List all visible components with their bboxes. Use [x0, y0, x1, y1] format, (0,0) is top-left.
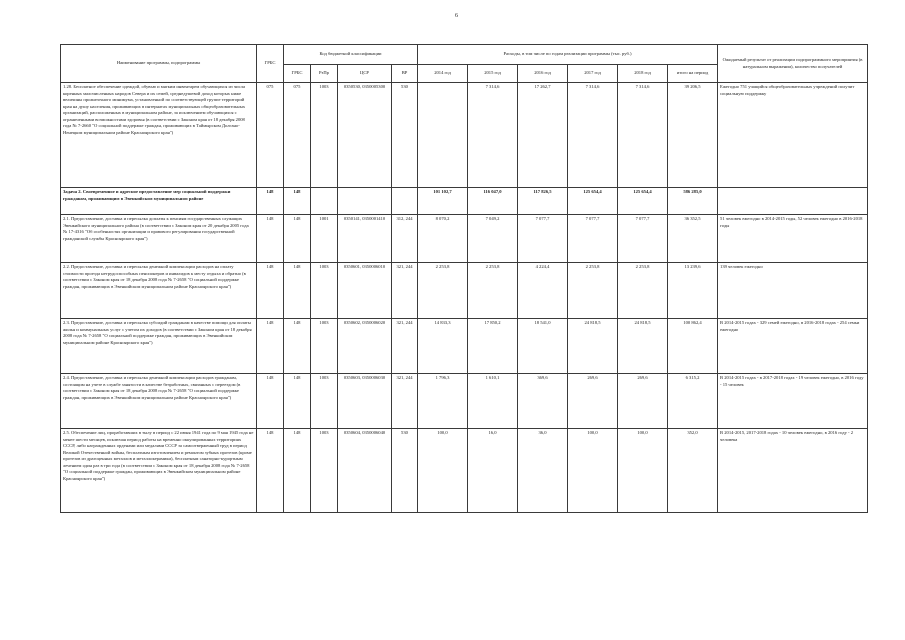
col-header-2018: 2018 год	[618, 65, 668, 83]
row-2017: 269,6	[568, 374, 618, 429]
row-2014: 8 070,2	[418, 215, 468, 263]
row-2016: 369,6	[518, 374, 568, 429]
row-vr: 321, 244	[392, 319, 418, 374]
row-2014: 100,0	[418, 429, 468, 513]
row-vr: 312, 244	[392, 215, 418, 263]
col-header-vr: ВР	[392, 65, 418, 83]
row-name: Задача 2. Своевременное и адресное предоставление мер социальной поддержки гражданам, проживающим в Эвенкийском муниципальном районе	[61, 188, 257, 215]
col-header-2015: 2015 год	[468, 65, 518, 83]
row-result	[718, 188, 868, 215]
row-name: 2.2. Предоставление, доставка и пересылка денежной компенсации расходов на оплату стоимости проезда нетрудоспособных пенсионеров и инвалидов к месту отдыха и обратно (в соответствии с Законом края от 18 декабря 2008 года № 7-2658 "О социальной поддержке граждан, проживающих в Эвенкийском муниципальном районе Красноярского края")	[61, 263, 257, 319]
row-result: Ежегодно 751 учащийся общеобразовательных учреждений получит социальную поддержку	[718, 83, 868, 188]
row-2015: 1 610,1	[468, 374, 518, 429]
row-csr: 0350530, 0350005300	[338, 83, 392, 188]
row-total: 6 315,2	[668, 374, 718, 429]
row-grbs: 148	[257, 429, 284, 513]
row-csr	[338, 188, 392, 215]
row-name: 2.1. Предоставление, доставка и пересылка доплаты к пенсиям государственных служащих Эвенкийского муниципального района (в соответствии с Законом края от 20 декабря 2005 года № 17-4316 "Об особенностях организации и правового регулирования государственной гражданской службы Красноярского края")	[61, 215, 257, 263]
row-2017: 24 818,5	[568, 319, 618, 374]
table-row	[61, 263, 868, 319]
row-rzpr: 1003	[311, 83, 338, 188]
col-header-2016: 2016 год	[518, 65, 568, 83]
row-grbs: 075	[257, 83, 284, 188]
row-2014: 1 796,3	[418, 374, 468, 429]
table-row	[61, 215, 868, 263]
row-2015: 17 850,2	[468, 319, 518, 374]
row-grbs: 148	[257, 188, 284, 215]
row-rzpr: 1003	[311, 319, 338, 374]
row-result: В 2014-2015 годах - 329 семей ежегодно, в 2016-2018 годах - 254 семьи ежегодно	[718, 319, 868, 374]
row-rzpr: 1003	[311, 429, 338, 513]
row-2017: 7 077,7	[568, 215, 618, 263]
row-2015: 116 047,0	[468, 188, 518, 215]
col-header-name: Наименование программы, подпрограммы	[61, 45, 257, 83]
col-header-csr: ЦСР	[338, 65, 392, 83]
row-total: 13 239,6	[668, 263, 718, 319]
row-2018: 125 654,4	[618, 188, 668, 215]
row-vr: 530	[392, 83, 418, 188]
row-2016: 36,0	[518, 429, 568, 513]
row-2017: 2 253,8	[568, 263, 618, 319]
row-2014: 2 253,8	[418, 263, 468, 319]
row-2016: 17 262,7	[518, 83, 568, 188]
row-code-grbs: 075	[284, 83, 311, 188]
row-result: В 2014-2015 годах - в 2017-2018 годах - 19 человек ежегодно, в 2016 году - 15 человек	[718, 374, 868, 429]
row-2018: 100,0	[618, 429, 668, 513]
row-code-grbs: 148	[284, 319, 311, 374]
row-total: 39 206,5	[668, 83, 718, 188]
row-code-grbs: 148	[284, 429, 311, 513]
row-vr: 321, 244	[392, 374, 418, 429]
row-grbs: 148	[257, 215, 284, 263]
row-2014: 101 102,7	[418, 188, 468, 215]
col-header-result: Ожидаемый результат от реализации подпрограммного мероприятия (в натуральном выражении), количество получателей	[718, 45, 868, 83]
col-header-grbs: ГРБС	[257, 45, 284, 83]
row-2014	[418, 83, 468, 188]
row-result: 139 человек ежегодно	[718, 263, 868, 319]
row-rzpr: 1001	[311, 215, 338, 263]
col-header-code-group: Код бюджетной классификации	[284, 45, 418, 65]
row-2017: 7 314,6	[568, 83, 618, 188]
row-2016: 117 826,5	[518, 188, 568, 215]
table-row	[61, 374, 868, 429]
row-total: 100 862,4	[668, 319, 718, 374]
row-code-grbs: 148	[284, 215, 311, 263]
row-csr: 0350601, 0350006010	[338, 263, 392, 319]
row-2015: 16,0	[468, 429, 518, 513]
col-header-code-grbs: ГРБС	[284, 65, 311, 83]
row-total: 352,0	[668, 429, 718, 513]
row-grbs: 148	[257, 374, 284, 429]
row-csr: 0350141, 0350001410	[338, 215, 392, 263]
row-2014: 14 833,3	[418, 319, 468, 374]
row-csr: 0350602, 0350006020	[338, 319, 392, 374]
row-2018: 2 253,8	[618, 263, 668, 319]
table-row	[61, 319, 868, 374]
row-2018: 7 077,7	[618, 215, 668, 263]
row-2016: 18 541,0	[518, 319, 568, 374]
row-name: 1.28. Бесплатное обеспечение одеждой, обувью и мягким инвентарем обучающихся из числа коренных малочисленных народов Севера и их семей, среднедушевой доход которых ниже величины прожиточного минимума, установленной по соответствующей группе территорий края на душу населения, проживающих в интернатах муниципальных общеобразовательных организаций, расположенных в муниципальном районе, за исключением обучающихся с ограниченными возможностями здоровья (в соответствии с Законом края от 18 декабря 2008 года № 7-2660 "О социальной поддержке граждан, проживающих в Таймырском Долгано-Ненецком муниципальном районе Красноярского края")	[61, 83, 257, 188]
row-vr	[392, 188, 418, 215]
row-name: 2.5. Обеспечение лиц, проработавших в тылу в период с 22 июня 1941 года по 9 мая 1945 года не менее шести месяцев, исключая период работы на временно оккупированных территориях СССР, либо награжденных орденами или медалями СССР за самоотверженный труд в период Великой Отечественной войны, бесплатным изготовлением и ремонтом зубных протезов (кроме протезов из драгоценных металлов и металлокерамики), бесплатным санаторно-курортным лечением один раз в три года (в соответствии с Законом края от 18 декабря 2008 года № 7-2658 "О социальной поддержке граждан, проживающих в Эвенкийском муниципальном районе Красноярского края")	[61, 429, 257, 513]
row-2015: 2 253,8	[468, 263, 518, 319]
row-rzpr	[311, 188, 338, 215]
col-header-total: итого на период	[668, 65, 718, 83]
table-row	[61, 429, 868, 513]
row-result: 51 человек ежегодно в 2014-2015 годы, 52 человек ежегодно в 2016-2018 годы	[718, 215, 868, 263]
row-vr: 530	[392, 429, 418, 513]
table-row	[61, 188, 868, 215]
row-code-grbs: 148	[284, 263, 311, 319]
row-2015: 7 314,6	[468, 83, 518, 188]
row-2018: 269,6	[618, 374, 668, 429]
row-total: 36 352,5	[668, 215, 718, 263]
row-rzpr: 1003	[311, 374, 338, 429]
col-header-rzpr: РзПр	[311, 65, 338, 83]
row-result: В 2014-2015, 2017-2018 годах - 10 человек ежегодно, в 2016 году - 2 человека	[718, 429, 868, 513]
row-2017: 100,0	[568, 429, 618, 513]
row-grbs: 148	[257, 263, 284, 319]
row-grbs: 148	[257, 319, 284, 374]
row-2016: 7 077,7	[518, 215, 568, 263]
row-code-grbs: 148	[284, 188, 311, 215]
row-2018: 7 314,6	[618, 83, 668, 188]
col-header-expense-group: Расходы, в том числе по годам реализации программы (тыс. руб.)	[418, 45, 718, 65]
table-row	[61, 83, 868, 188]
row-csr: 0350604, 0350006040	[338, 429, 392, 513]
row-name: 2.4. Предоставление, доставка и пересылка денежной компенсации расходов гражданам, состоящим на учете в службе занятости в качестве безработных, связанных с переездом (в соответствии с Законом края от 18 декабря 2008 года № 7-2658 "О социальной поддержке граждан, проживающих в Эвенкийском муниципальном районе Красноярского края")	[61, 374, 257, 429]
col-header-2014: 2014 год	[418, 65, 468, 83]
row-total: 586 285,0	[668, 188, 718, 215]
row-code-grbs: 148	[284, 374, 311, 429]
row-2015: 7 049,2	[468, 215, 518, 263]
row-2017: 125 654,4	[568, 188, 618, 215]
row-csr: 0350603, 0350006030	[338, 374, 392, 429]
program-table	[60, 44, 868, 513]
page-number: 6	[455, 13, 458, 19]
row-2018: 24 818,5	[618, 319, 668, 374]
row-2016: 4 224,4	[518, 263, 568, 319]
row-vr: 321, 244	[392, 263, 418, 319]
row-name: 2.3. Предоставление, доставка и пересылка субсидий гражданам в качестве помощи для оплаты жилья и коммунальных услуг с учетом их доходов (в соответствии с Законом края от 18 декабря 2008 года № 7-2658 "О социальной поддержке граждан, проживающих в Эвенкийском муниципальном районе Красноярского края")	[61, 319, 257, 374]
col-header-2017: 2017 год	[568, 65, 618, 83]
row-rzpr: 1003	[311, 263, 338, 319]
